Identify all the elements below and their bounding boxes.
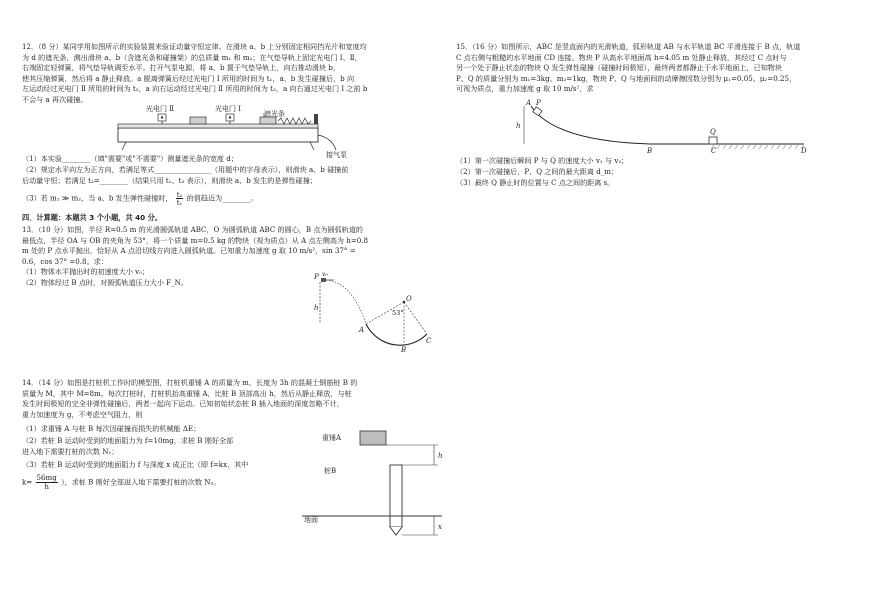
q12-line-1: 12．（8 分）某同学用如图所示的实验装置来验证动量守恒定律。在滑块 a、b 上分别固定相同挡光片和宽度均 bbox=[22, 42, 367, 51]
label-p: P bbox=[536, 99, 541, 107]
label-b: B bbox=[401, 346, 407, 354]
q14-k-pre: k= bbox=[22, 477, 33, 487]
pump-label: 接气泵 bbox=[326, 151, 347, 159]
q14-k-den: h bbox=[44, 482, 49, 491]
q12-line-5: 左运动经过光电门 Ⅱ 所用的时间为 t₂，a 向右运动经过光电门 Ⅱ 所用的时间为 t₃，a 向右通过光电门 Ⅰ 之前 b bbox=[22, 84, 368, 93]
slider-a bbox=[190, 117, 206, 124]
label-o: O bbox=[406, 295, 412, 303]
q15-line-4: P、Q 的质量分别为 m₁=3kg、m₂=1kg，物块 P、Q 与地面间的动摩擦因数分别为 μ₁=0.05、μ₂=0.25， bbox=[456, 73, 797, 83]
q14-k-num: 56mg bbox=[36, 473, 57, 482]
label-h: h bbox=[516, 122, 521, 130]
arc-ab bbox=[531, 106, 650, 144]
q13-sub-1: （1）物体水平抛出时的初速度大小 v₀； bbox=[22, 267, 150, 276]
arc-track-figure bbox=[312, 268, 432, 356]
q15-line-3: 另一个处于静止状态的物块 Q 发生弹性碰撞（碰撞时间极短），最终两者都静止于水平地面上，已知物块 bbox=[456, 63, 782, 72]
q13-line-2: 最低点，半径 OA 与 OB 的夹角为 53°，将一个质量 m=0.5 kg 的物块（视为质点）从 A 点左侧高为 h=0.8 bbox=[22, 235, 369, 245]
q14-line-3: 发生时间极短的完全非弹性碰撞后，两者一起向下运动。已知初始状态桩 B 插入地面的深度忽略不计， bbox=[22, 399, 344, 408]
shade-label: 遮光条 bbox=[264, 110, 285, 118]
q12-sub-3 bbox=[22, 191, 258, 206]
q12-sub-3-pre: （3）若 m₁ ≫ m₂，当 a、b 发生弹性碰撞时， bbox=[22, 193, 173, 203]
q14-line-4: 重力加速度为 g，不考虑空气阻力，则 bbox=[22, 409, 143, 419]
q12-line-3: 右端固定轻弹簧，将气垫导轨调至水平。打开气泵电源，将 a、b 置于气垫导轨上，向右推动滑块 b， bbox=[22, 63, 341, 72]
block-q bbox=[709, 137, 717, 144]
block-p bbox=[533, 107, 542, 116]
q14-sub-3-k bbox=[22, 474, 220, 491]
label-c: C bbox=[711, 147, 717, 154]
label-a: A bbox=[359, 326, 365, 334]
q14-sub-2b: 进入地下需要打桩的次数 N₁； bbox=[22, 446, 119, 456]
q15-line-2: C 点右侧与粗糙的水平地面 CD 连接。物块 P 从高水平地面高 h=4.05 m 处静止释放，其经过 C 点时与 bbox=[456, 52, 787, 62]
q14-k-post: ），求桩 B 刚好全部进入地下需要打桩的次数 N₂。 bbox=[61, 477, 221, 487]
q12-sub-3-post: 的值趋近为________。 bbox=[186, 193, 258, 203]
q15-line-5: 可视为质点，重力加速度 g 取 10 m/s²，求 bbox=[456, 84, 594, 93]
label-p: P bbox=[314, 273, 319, 281]
section-4-title: 四．计算题：本题共 3 个小题，共 40 分。 bbox=[22, 213, 163, 222]
label-pile: 桩B bbox=[324, 467, 337, 475]
pile-driver-figure bbox=[302, 425, 452, 547]
q14-sub-3: （3）若桩 B 运动时受到的地面阻力 f 与深度 x 成正比（即 f=kx，其中 bbox=[22, 460, 249, 469]
q12-frac-num: t₂ bbox=[176, 190, 183, 199]
q14-line-1: 14．（14 分）如图是打桩机工作时的模型图，打桩机重锤 A 的质量为 m，长度为 3h 的混凝土钢筋桩 B 的 bbox=[22, 378, 358, 387]
spring bbox=[278, 118, 311, 124]
q14-sub-2a: （2）若桩 B 运动时受到的地面阻力为 f=10mg，求桩 B 刚好全部 bbox=[22, 436, 234, 445]
q13-line-4: 0.6，cos 37° =0.8。求： bbox=[22, 256, 108, 266]
q12-line-2: 为 d 的遮光条，测出滑块 a、b（含遮光条和碰撞架）的总质量 m₁ 和 m₂；在气垫导轨上固定光电门 Ⅰ、Ⅱ， bbox=[22, 52, 362, 62]
q15-sub-2: （2）第一次碰撞后，P、Q 之间的最大距离 d_m； bbox=[456, 167, 619, 176]
pile-b bbox=[390, 465, 402, 527]
q13-line-1: 13．（10 分）如图，半径 R=0.5 m 的光滑圆弧轨道 ABC，O 为圆弧轨道 ABC 的圆心，B 点为圆弧轨道的 bbox=[22, 225, 364, 234]
q12-fraction bbox=[176, 191, 184, 206]
q15-sub-1: （1）第一次碰撞后瞬间 P 与 Q 的速度大小 v₁ 与 v₂； bbox=[456, 156, 629, 165]
label-hammer: 重锤A bbox=[322, 434, 342, 442]
arc-track bbox=[366, 324, 427, 345]
hammer-a bbox=[360, 431, 386, 445]
q12-sub-1: （1）本实验________（填"需要"或"不需要"）测量遮光条的宽度 d； bbox=[22, 154, 238, 163]
q12-frac-den: t₁ bbox=[176, 198, 183, 207]
gate-ii-label: 光电门 Ⅱ bbox=[146, 105, 174, 113]
q15-line-1: 15．（16 分）如图所示，ABC 是竖直面内的光滑轨道，弧形轨道 AB 与水平轨道 BC 平滑连接于 B 点，轨道 bbox=[456, 42, 801, 51]
q12-line-6: 不会与 a 再次碰撞。 bbox=[22, 94, 88, 104]
label-q: Q bbox=[710, 128, 716, 136]
label-d: D bbox=[801, 147, 807, 154]
gate-i-label: 光电门 Ⅰ bbox=[215, 105, 241, 113]
q14-sub-1: （1）求重锤 A 与桩 B 每次因碰撞而损失的机械能 ΔE； bbox=[22, 424, 201, 433]
label-v0: v₀ bbox=[322, 271, 328, 278]
q13-sub-2: （2）物体经过 B 点时，对圆弧轨道压力大小 F_N。 bbox=[22, 277, 188, 287]
label-ground: 地面 bbox=[304, 516, 318, 524]
air-track-figure bbox=[112, 102, 372, 160]
label-h: h bbox=[438, 452, 443, 460]
label-h: h bbox=[314, 304, 319, 312]
label-a: A bbox=[526, 99, 532, 107]
label-x: x bbox=[438, 523, 442, 531]
q14-line-2: 质量为 M，其中 M=8m。每次打桩时，打桩机抬高重锤 A，比桩 B 顶部高出 h，然后从静止释放，与桩 bbox=[22, 388, 352, 398]
q12-sub-2a: （2）规定水平向左为正方向，若满足等式________________（用题中的字母表示），则滑块 a、b 碰撞前 bbox=[22, 165, 349, 174]
label-b: B bbox=[647, 147, 653, 154]
q12-sub-2b: 后动量守恒；若满足 t₂=________（结果只用 t₁、t₃ 表示），则滑块 a、b 发生的是弹性碰撞； bbox=[22, 175, 317, 185]
q12-line-4: 使其压缩弹簧，然后将 a 静止释放。a 脱离弹簧后经过光电门 Ⅰ 所用的时间为 t₁，a、b 发生碰撞后，b 向 bbox=[22, 73, 355, 83]
label-angle: 53° bbox=[392, 309, 404, 317]
q13-line-3: m 处的 P 点水平抛出，恰好从 A 点沿切线方向进入圆弧轨道。已知重力加速度 g 取 10 m/s²，sin 37° = bbox=[22, 246, 356, 255]
q15-sub-3: （3）最终 Q 静止时的位置与 C 点之间的距离 s。 bbox=[456, 178, 615, 187]
track-figure bbox=[514, 96, 814, 154]
slider-b bbox=[260, 117, 276, 124]
label-c: C bbox=[426, 337, 432, 345]
trajectory bbox=[326, 280, 366, 324]
q14-k-fraction bbox=[36, 474, 58, 491]
